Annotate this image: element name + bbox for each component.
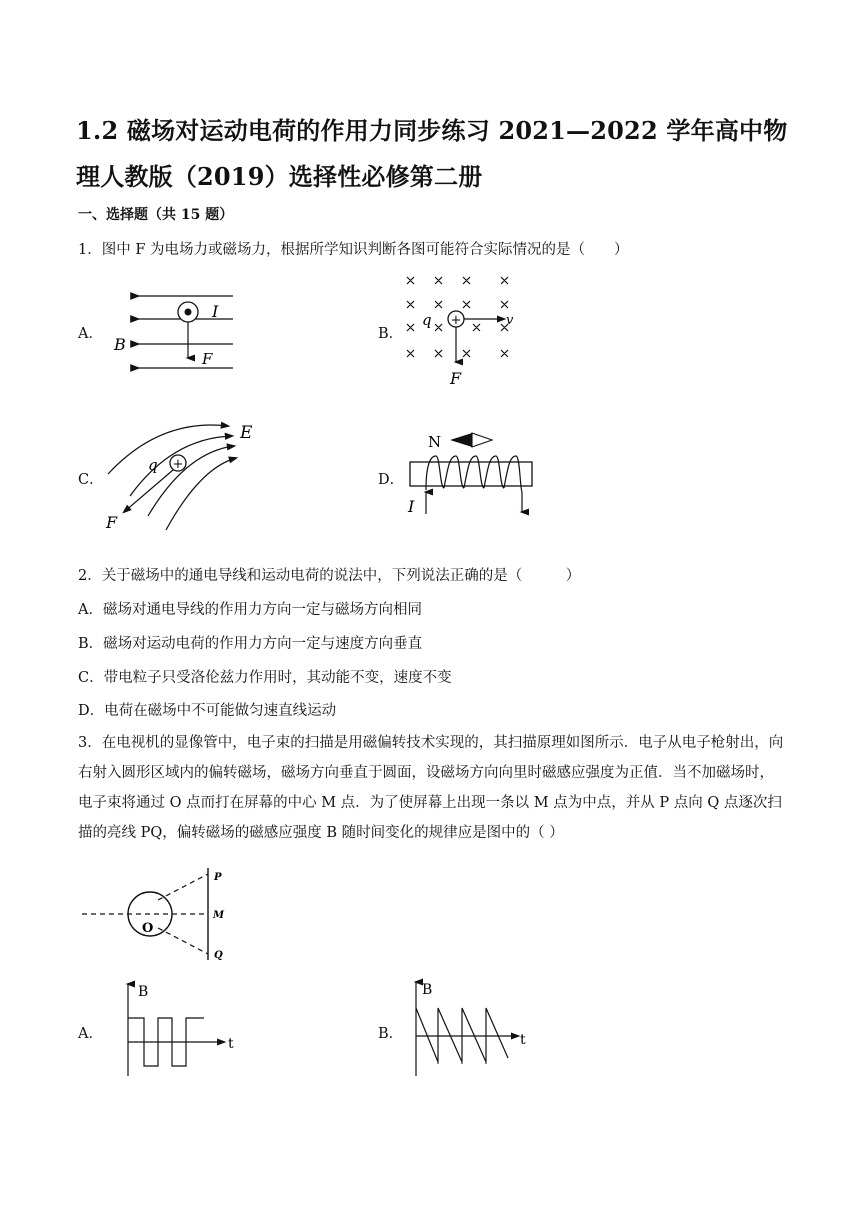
- q3-crt-figure: [80, 866, 230, 964]
- q3b-x-axis-label: t: [520, 1032, 526, 1048]
- q1c-force-label: F: [106, 513, 118, 532]
- question-1-stem: 1．图中 F 为电场力或磁场力，根据所学知识判断各图可能符合实际情况的是（ ）: [78, 242, 629, 258]
- q3-point-o: O: [142, 921, 154, 936]
- q2-option-d: D．电荷在磁场中不可能做匀速直线运动: [78, 703, 337, 719]
- q1c-field-label: E: [240, 423, 253, 443]
- q1-figure-d: [400, 426, 540, 526]
- q1b-charge-label: q: [422, 311, 432, 329]
- q3-option-b-label: B．: [378, 1026, 404, 1042]
- q1-figure-a: [108, 288, 238, 380]
- q3-point-q: Q: [214, 950, 223, 961]
- q3a-x-axis-label: t: [228, 1036, 234, 1052]
- q2-option-c: C．带电粒子只受洛伦兹力作用时，其动能不变，速度不变: [78, 670, 452, 686]
- q3-point-m: M: [213, 910, 225, 921]
- q3-option-a-label: A．: [78, 1026, 103, 1042]
- page-title: 1.2 磁场对运动电荷的作用力同步练习 2021—2022 学年高中物理人教版（2019）选择性必修第二册: [76, 116, 788, 191]
- q2-option-a: A．磁场对通电导线的作用力方向一定与磁场方向相同: [78, 602, 422, 618]
- q1a-force-label: F: [202, 350, 213, 368]
- question-2-stem: 2．关于磁场中的通电导线和运动电荷的说法中，下列说法正确的是（ ）: [78, 568, 581, 584]
- question-3-stem: 3．在电视机的显像管中，电子束的扫描是用磁偏转技术实现的，其扫描原理如图所示．电子从电子枪射出，向右射入圆形区域内的偏转磁场，磁场方向垂直于圆面，设磁场方向向里时磁感应强度为正值．当不加磁场时，电子束将通过 O 点而打在屏幕的中心 M 点．为了使屏幕上出现一条以 M 点为中点，并从 P 点向 Q 点逐次扫描的亮线 PQ，偏转磁场的磁感应强度 B 随时间变化的规律应是图中的（ ）: [78, 735, 784, 841]
- q1-option-a-label: A．: [78, 326, 103, 342]
- q3a-y-axis-label: B: [138, 984, 149, 1000]
- q1b-force-label: F: [450, 369, 462, 388]
- q2-option-b: B．磁场对运动电荷的作用力方向一定与速度方向垂直: [78, 636, 423, 652]
- q3b-y-axis-label: B: [422, 982, 433, 998]
- q3-graph-a: [116, 980, 246, 1080]
- q1-option-c-label: C．: [78, 472, 104, 488]
- q1b-charge-sign: +: [450, 313, 462, 328]
- q1a-field-label: B: [114, 335, 126, 354]
- q1-figure-c: [100, 412, 270, 542]
- q1a-current-label: I: [212, 302, 219, 321]
- section-heading: 一、选择题（共 15 题）: [78, 207, 234, 223]
- q1d-current-label: I: [408, 497, 415, 516]
- q1c-charge-sign: +: [172, 457, 184, 472]
- q1b-velocity-label: v: [506, 313, 514, 328]
- q3-point-p: P: [214, 872, 222, 883]
- q1c-charge-label: q: [148, 456, 158, 474]
- q1-figure-b: [400, 268, 530, 392]
- q1d-north-label: N: [428, 433, 442, 451]
- q1-option-b-label: B．: [378, 326, 404, 342]
- q1-option-d-label: D．: [378, 472, 405, 488]
- q3-graph-b: [404, 978, 534, 1080]
